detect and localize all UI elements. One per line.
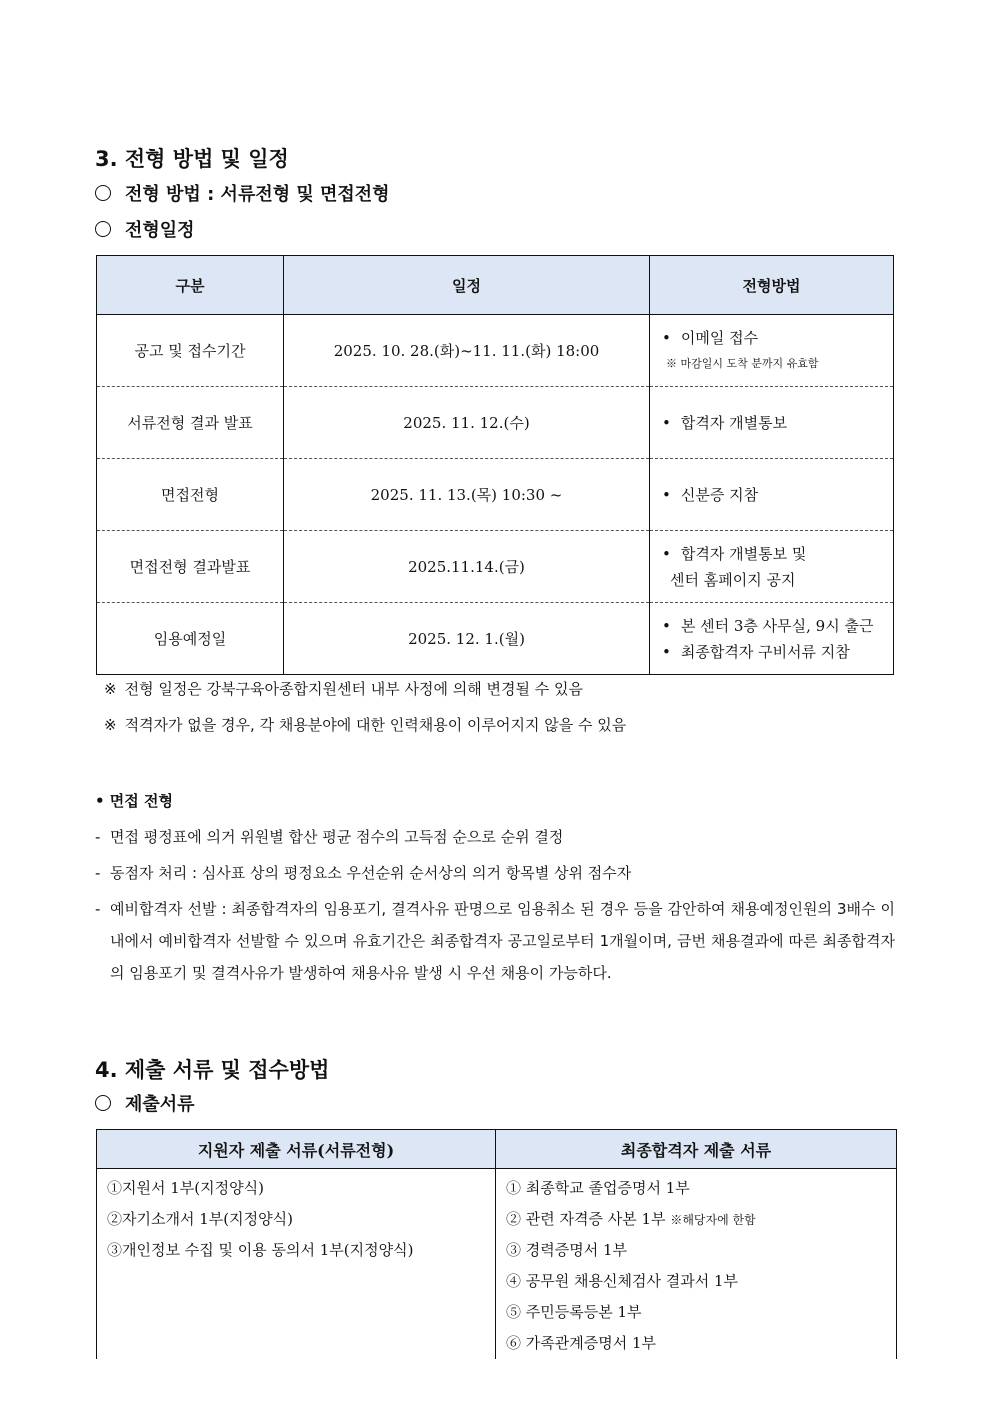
- header-applicant-docs: 지원자 제출 서류(서류전형): [97, 1130, 496, 1169]
- circle-bullet-icon: [95, 221, 111, 237]
- row-category: 서류전형 결과 발표: [97, 387, 284, 459]
- section-4-title: 4. 제출 서류 및 접수방법: [95, 1058, 330, 1082]
- row-method: [650, 459, 894, 531]
- list-item: ③개인정보 수집 및 이용 동의서 1부(지정양식): [107, 1241, 414, 1259]
- row-date: 2025. 11. 13.(목) 10:30 ~: [284, 459, 650, 531]
- table-row: [97, 315, 894, 387]
- item-note: ※해당자에 한함: [670, 1213, 756, 1227]
- method-item: • 합격자 개별통보: [662, 410, 892, 436]
- schedule-header-row: [97, 256, 894, 315]
- selection-method-text: 전형 방법 : 서류전형 및 면접전형: [125, 184, 390, 205]
- circle-bullet-icon: [95, 1095, 111, 1111]
- note-symbol: ※: [104, 680, 117, 698]
- interview-heading: • 면접 전형: [95, 792, 173, 810]
- item-text: ② 관련 자격증 사본 1부: [506, 1210, 671, 1228]
- applicant-docs-cell: [97, 1169, 496, 1360]
- list-item: ① 최종학교 졸업증명서 1부: [506, 1179, 690, 1197]
- note-symbol: ※: [104, 716, 117, 734]
- circle-bullet-icon: [95, 185, 111, 201]
- row-date: 2025. 12. 1.(월): [284, 603, 650, 675]
- row-category: 임용예정일: [97, 603, 284, 675]
- interview-item: - 동점자 처리 : 심사표 상의 평정요소 우선순위 순서상의 의거 항목별 상위 점수자: [95, 857, 895, 889]
- row-method: [650, 387, 894, 459]
- documents-header-row: [97, 1130, 897, 1169]
- list-item: ④ 공무원 채용신체검사 결과서 1부: [506, 1272, 738, 1290]
- schedule-note-2: [104, 714, 626, 735]
- documents-table: [96, 1129, 897, 1359]
- list-item: ①지원서 1부(지정양식): [107, 1179, 264, 1197]
- table-row: [97, 603, 894, 675]
- final-docs-cell: [496, 1169, 897, 1360]
- documents-heading-text: 제출서류: [125, 1094, 195, 1115]
- documents-heading-line: [95, 1090, 195, 1116]
- selection-method-line: [95, 180, 390, 206]
- schedule-table: [96, 255, 894, 675]
- method-item: • 본 센터 3층 사무실, 9시 출근: [662, 613, 892, 639]
- deadline-note: ※ 마감일시 도착 분까지 유효함: [666, 356, 819, 370]
- method-item-continued: 센터 홈페이지 공지: [670, 570, 796, 589]
- list-item: ②자기소개서 1부(지정양식): [107, 1210, 293, 1228]
- row-category: 면접전형 결과발표: [97, 531, 284, 603]
- method-item: • 합격자 개별통보 및: [662, 541, 892, 567]
- row-method: [650, 603, 894, 675]
- header-category: 구분: [97, 256, 284, 315]
- section-3-title: 3. 전형 방법 및 일정: [95, 147, 289, 171]
- list-item: ⑥ 가족관계증명서 1부: [506, 1334, 657, 1352]
- schedule-heading-line: [95, 216, 195, 242]
- row-date: 2025. 10. 28.(화)~11. 11.(화) 18:00: [284, 315, 650, 387]
- method-item: • 이메일 접수: [662, 325, 892, 351]
- interview-item: - 예비합격자 선발 : 최종합격자의 임용포기, 결격사유 판명으로 임용취소 된 경우 등을 감안하여 채용예정인원의 3배수 이내에서 예비합격자 선발할 수 있으며 유효기간은 최종합격자 공고일로부터 1개월이며, 금번 채용결과에 따른 최종합격자의 임용포기 및 결격사유가 발생하여 채용사유 발생 시 우선 채용이 가능하다.: [95, 893, 895, 989]
- schedule-heading-text: 전형일정: [125, 220, 195, 241]
- list-item: ⑤ 주민등록등본 1부: [506, 1303, 642, 1321]
- row-date: 2025. 11. 12.(수): [284, 387, 650, 459]
- schedule-note-1: [104, 678, 583, 699]
- row-date: 2025.11.14.(금): [284, 531, 650, 603]
- note-text: 전형 일정은 강북구육아종합지원센터 내부 사정에 의해 변경될 수 있음: [124, 680, 583, 698]
- interview-item: - 면접 평정표에 의거 위원별 합산 평균 점수의 고득점 순으로 순위 결정: [95, 821, 895, 853]
- list-item: [506, 1204, 886, 1235]
- table-row: [97, 459, 894, 531]
- table-row: [97, 531, 894, 603]
- method-item: • 신분증 지참: [662, 482, 892, 508]
- method-item: • 최종합격자 구비서류 지참: [662, 639, 892, 665]
- note-text: 적격자가 없을 경우, 각 채용분야에 대한 인력채용이 이루어지지 않을 수 있음: [124, 716, 627, 734]
- header-final-docs: 최종합격자 제출 서류: [496, 1130, 897, 1169]
- documents-row: [97, 1169, 897, 1360]
- row-category: 공고 및 접수기간: [97, 315, 284, 387]
- table-row: [97, 387, 894, 459]
- interview-section: [95, 790, 895, 993]
- row-method: [650, 531, 894, 603]
- list-item: ③ 경력증명서 1부: [506, 1241, 628, 1259]
- row-method: [650, 315, 894, 387]
- row-category: 면접전형: [97, 459, 284, 531]
- header-method: 전형방법: [650, 256, 894, 315]
- header-date: 일정: [284, 256, 650, 315]
